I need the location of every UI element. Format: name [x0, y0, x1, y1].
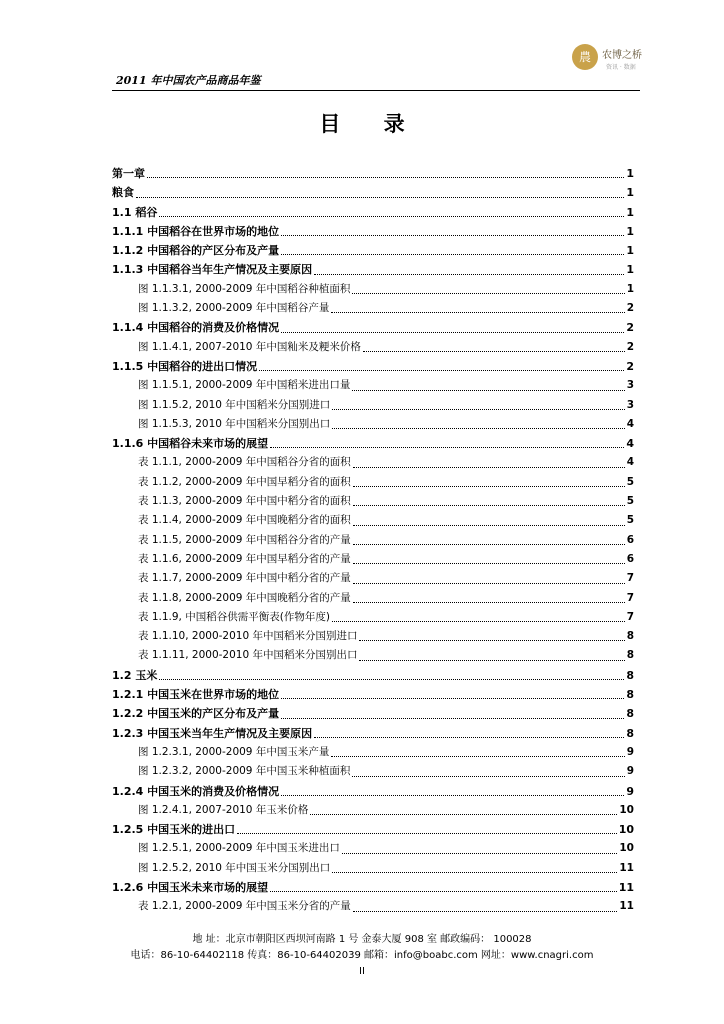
publisher-logo — [572, 42, 646, 90]
toc-dot-leader — [353, 485, 625, 487]
toc-dot-leader — [352, 292, 624, 294]
toc-dot-leader — [331, 755, 624, 757]
toc-entry[interactable] — [112, 724, 634, 743]
toc-entry-label: 表 1.1.5, 2000-2009 年中国稻谷分省的产量 — [138, 533, 351, 546]
toc-dot-leader — [353, 910, 618, 912]
toc-dot-leader — [281, 717, 624, 719]
toc-entry[interactable] — [112, 357, 634, 376]
toc-entry-label: 1.2.6 中国玉米未来市场的展望 — [112, 880, 269, 894]
toc-entry[interactable] — [112, 222, 634, 241]
toc-dot-leader — [332, 871, 617, 873]
toc-entry[interactable] — [112, 396, 634, 415]
toc-entry-page: 1 — [626, 263, 634, 277]
toc-entry[interactable] — [112, 839, 634, 858]
toc-entry-label: 图 1.1.5.3, 2010 年中国稻米分国别出口 — [138, 417, 331, 430]
toc-entry-label: 表 1.1.4, 2000-2009 年中国晚稻分省的面积 — [138, 514, 351, 527]
toc-entry[interactable] — [112, 415, 634, 434]
toc-entry-page: 2 — [626, 302, 634, 315]
toc-entry[interactable] — [112, 859, 634, 878]
toc-entry-page: 1 — [626, 186, 634, 200]
toc-entry-page: 10 — [619, 842, 634, 855]
toc-entry-label: 1.1.5 中国稻谷的进出口情况 — [112, 359, 258, 373]
toc-entry-label: 表 1.1.2, 2000-2009 年中国早稻分省的面积 — [138, 475, 351, 488]
toc-entry-page: 11 — [618, 880, 634, 894]
page-number: II — [359, 966, 365, 977]
toc-dot-leader — [159, 678, 624, 680]
toc-entry[interactable] — [112, 897, 634, 916]
toc-entry-page: 5 — [626, 495, 634, 508]
toc-dot-leader — [310, 813, 617, 815]
toc-entry-page: 8 — [626, 707, 634, 721]
toc-entry-label: 图 1.1.3.1, 2000-2009 年中国稻谷种植面积 — [138, 282, 351, 295]
toc-entry-page: 1 — [626, 224, 634, 238]
toc-dot-leader — [136, 196, 624, 198]
toc-entry[interactable] — [112, 550, 634, 569]
toc-entry-page: 11 — [619, 900, 634, 913]
toc-entry[interactable] — [112, 164, 634, 183]
toc-dot-leader — [332, 620, 625, 622]
toc-entry-page: 10 — [618, 823, 634, 837]
toc-entry-page: 11 — [619, 861, 634, 874]
toc-entry[interactable] — [112, 376, 634, 395]
toc-entry-label: 图 1.1.4.1, 2007-2010 年中国籼米及粳米价格 — [138, 340, 361, 353]
toc-entry-label: 1.1.1 中国稻谷在世界市场的地位 — [112, 224, 280, 238]
toc-dot-leader — [359, 639, 624, 641]
toc-dot-leader — [237, 832, 617, 834]
toc-dot-leader — [314, 736, 624, 738]
toc-entry-page: 8 — [626, 688, 634, 702]
toc-dot-leader — [353, 601, 625, 603]
toc-dot-leader — [270, 446, 624, 448]
toc-entry-label: 表 1.1.3, 2000-2009 年中国中稻分省的面积 — [138, 495, 351, 508]
toc-entry[interactable] — [112, 646, 634, 665]
toc-entry-page: 1 — [626, 244, 634, 258]
toc-entry[interactable] — [112, 704, 634, 723]
toc-dot-leader — [353, 543, 625, 545]
toc-entry-label: 图 1.2.5.1, 2000-2009 年中国玉米进出口 — [138, 842, 340, 855]
toc-entry[interactable] — [112, 801, 634, 820]
toc-entry-label: 1.2.2 中国玉米的产区分布及产量 — [112, 707, 280, 721]
toc-dot-leader — [352, 389, 624, 391]
toc-entry-label: 1.1.4 中国稻谷的消费及价格情况 — [112, 321, 280, 335]
toc-dot-leader — [353, 562, 625, 564]
table-of-contents — [112, 164, 634, 917]
toc-entry-page: 3 — [626, 379, 634, 392]
toc-entry[interactable] — [112, 453, 634, 472]
toc-entry-label: 图 1.1.3.2, 2000-2009 年中国稻谷产量 — [138, 302, 330, 315]
toc-entry[interactable] — [112, 203, 634, 222]
toc-dot-leader — [353, 466, 625, 468]
toc-dot-leader — [363, 350, 625, 352]
toc-entry-label: 1.1.3 中国稻谷当年生产情况及主要原因 — [112, 263, 313, 277]
toc-entry-label: 1.2.1 中国玉米在世界市场的地位 — [112, 688, 280, 702]
toc-entry-label: 图 1.2.4.1, 2007-2010 年玉米价格 — [138, 803, 309, 816]
toc-entry[interactable] — [112, 299, 634, 318]
toc-entry-page: 2 — [626, 340, 634, 353]
toc-entry[interactable] — [112, 589, 634, 608]
toc-entry-label: 图 1.2.5.2, 2010 年中国玉米分国别出口 — [138, 861, 331, 874]
toc-entry-label: 图 1.2.3.2, 2000-2009 年中国玉米种植面积 — [138, 765, 351, 778]
logo-subtext: 资讯 · 数据 — [606, 64, 636, 71]
toc-entry-page: 8 — [626, 649, 634, 662]
toc-entry[interactable] — [112, 492, 634, 511]
toc-dot-leader — [281, 697, 624, 699]
logo-text: 农博之桥 — [602, 50, 642, 61]
toc-entry[interactable] — [112, 338, 634, 357]
toc-entry-label: 表 1.1.1, 2000-2009 年中国稻谷分省的面积 — [138, 456, 351, 469]
toc-entry-page: 5 — [626, 514, 634, 527]
toc-entry-label: 第一章 — [112, 167, 145, 180]
toc-entry-label: 表 1.1.7, 2000-2009 年中国中稻分省的产量 — [138, 572, 351, 585]
header-title: 2011 年中国农产品商品年鉴 — [116, 74, 261, 87]
toc-dot-leader — [270, 890, 617, 892]
toc-entry[interactable] — [112, 183, 634, 202]
toc-entry-page: 9 — [626, 784, 634, 798]
toc-dot-leader — [159, 215, 624, 217]
toc-dot-leader — [353, 524, 625, 526]
toc-entry[interactable] — [112, 782, 634, 801]
toc-entry-page: 7 — [626, 610, 634, 623]
toc-entry-page: 6 — [626, 552, 634, 565]
toc-entry[interactable] — [112, 511, 634, 530]
toc-entry-page: 6 — [626, 533, 634, 546]
toc-entry[interactable] — [112, 434, 634, 453]
toc-entry[interactable] — [112, 531, 634, 550]
header-divider — [112, 90, 640, 91]
toc-entry[interactable] — [112, 685, 634, 704]
toc-entry-page: 9 — [626, 745, 634, 758]
toc-entry-page: 1 — [626, 167, 634, 180]
toc-entry[interactable] — [112, 318, 634, 337]
toc-entry-label: 表 1.1.6, 2000-2009 年中国早稻分省的产量 — [138, 552, 351, 565]
toc-entry-label: 图 1.1.5.1, 2000-2009 年中国稻米进出口量 — [138, 379, 351, 392]
toc-entry-page: 7 — [626, 572, 634, 585]
toc-entry-page: 7 — [626, 591, 634, 604]
toc-entry-label: 1.1.6 中国稻谷未来市场的展望 — [112, 437, 269, 451]
toc-dot-leader — [342, 852, 618, 854]
toc-entry-page: 3 — [626, 398, 634, 411]
toc-entry-page: 4 — [626, 417, 634, 430]
toc-entry-label: 表 1.1.11, 2000-2010 年中国稻米分国别出口 — [138, 649, 358, 662]
toc-entry-label: 表 1.1.8, 2000-2009 年中国晚稻分省的产量 — [138, 591, 351, 604]
footer-address: 地 址：北京市朝阳区西坝河南路 1 号 金泰大厦 908 室 邮政编码： 100028 — [192, 934, 532, 945]
toc-entry-label: 1.1.2 中国稻谷的产区分布及产量 — [112, 244, 280, 258]
toc-entry[interactable] — [112, 878, 634, 897]
toc-dot-leader — [281, 794, 624, 796]
toc-entry-page: 8 — [626, 668, 634, 682]
toc-entry-page: 4 — [626, 456, 634, 469]
toc-entry-label: 图 1.2.3.1, 2000-2009 年中国玉米产量 — [138, 745, 330, 758]
toc-entry-page: 2 — [626, 359, 634, 373]
toc-entry-label: 表 1.1.9, 中国稻谷供需平衡表(作物年度) — [138, 610, 330, 623]
toc-dot-leader — [281, 234, 624, 236]
toc-entry-label: 1.2 玉米 — [112, 668, 158, 682]
toc-dot-leader — [352, 775, 624, 777]
toc-entry-label: 粮食 — [112, 186, 134, 200]
toc-entry-label: 表 1.2.1, 2000-2009 年中国玉米分省的产量 — [138, 900, 351, 913]
toc-entry-label: 1.2.3 中国玉米当年生产情况及主要原因 — [112, 726, 313, 740]
toc-entry[interactable] — [112, 666, 634, 685]
toc-entry[interactable] — [112, 608, 634, 627]
toc-entry[interactable] — [112, 473, 634, 492]
toc-dot-leader — [259, 369, 624, 371]
toc-entry-page: 5 — [626, 475, 634, 488]
toc-dot-leader — [353, 582, 625, 584]
toc-dot-leader — [353, 504, 625, 506]
toc-dot-leader — [281, 331, 624, 333]
toc-entry-page: 1 — [626, 282, 634, 295]
page-footer — [0, 932, 724, 980]
toc-entry[interactable] — [112, 820, 634, 839]
toc-entry[interactable] — [112, 241, 634, 260]
toc-entry-label: 1.1 稻谷 — [112, 205, 158, 219]
toc-entry-page: 1 — [626, 205, 634, 219]
toc-dot-leader — [332, 427, 624, 429]
toc-entry[interactable] — [112, 569, 634, 588]
toc-entry[interactable] — [112, 762, 634, 781]
toc-entry[interactable] — [112, 627, 634, 646]
toc-dot-leader — [332, 408, 624, 410]
toc-dot-leader — [359, 659, 624, 661]
toc-entry-page: 2 — [626, 321, 634, 335]
logo-emblem-icon: 農 — [572, 44, 598, 70]
toc-entry[interactable] — [112, 260, 634, 279]
toc-dot-leader — [281, 253, 624, 255]
toc-entry[interactable] — [112, 280, 634, 299]
toc-entry-label: 表 1.1.10, 2000-2010 年中国稻米分国别进口 — [138, 630, 358, 643]
toc-entry-label: 图 1.1.5.2, 2010 年中国稻米分国别进口 — [138, 398, 331, 411]
page-title: 目 录 — [319, 112, 423, 136]
toc-entry-label: 1.2.5 中国玉米的进出口 — [112, 823, 236, 837]
toc-entry-page: 8 — [626, 726, 634, 740]
toc-entry-page: 10 — [619, 803, 634, 816]
footer-contact: 电话：86-10-64402118 传真：86-10-64402039 邮箱：info@boabc.com 网址：www.cnagri.com — [130, 950, 594, 961]
toc-entry-label: 1.2.4 中国玉米的消费及价格情况 — [112, 784, 280, 798]
toc-entry-page: 9 — [626, 765, 634, 778]
toc-dot-leader — [331, 311, 624, 313]
toc-entry[interactable] — [112, 743, 634, 762]
toc-entry-page: 4 — [626, 437, 634, 451]
toc-dot-leader — [314, 273, 624, 275]
toc-entry-page: 8 — [626, 630, 634, 643]
toc-dot-leader — [147, 176, 624, 178]
